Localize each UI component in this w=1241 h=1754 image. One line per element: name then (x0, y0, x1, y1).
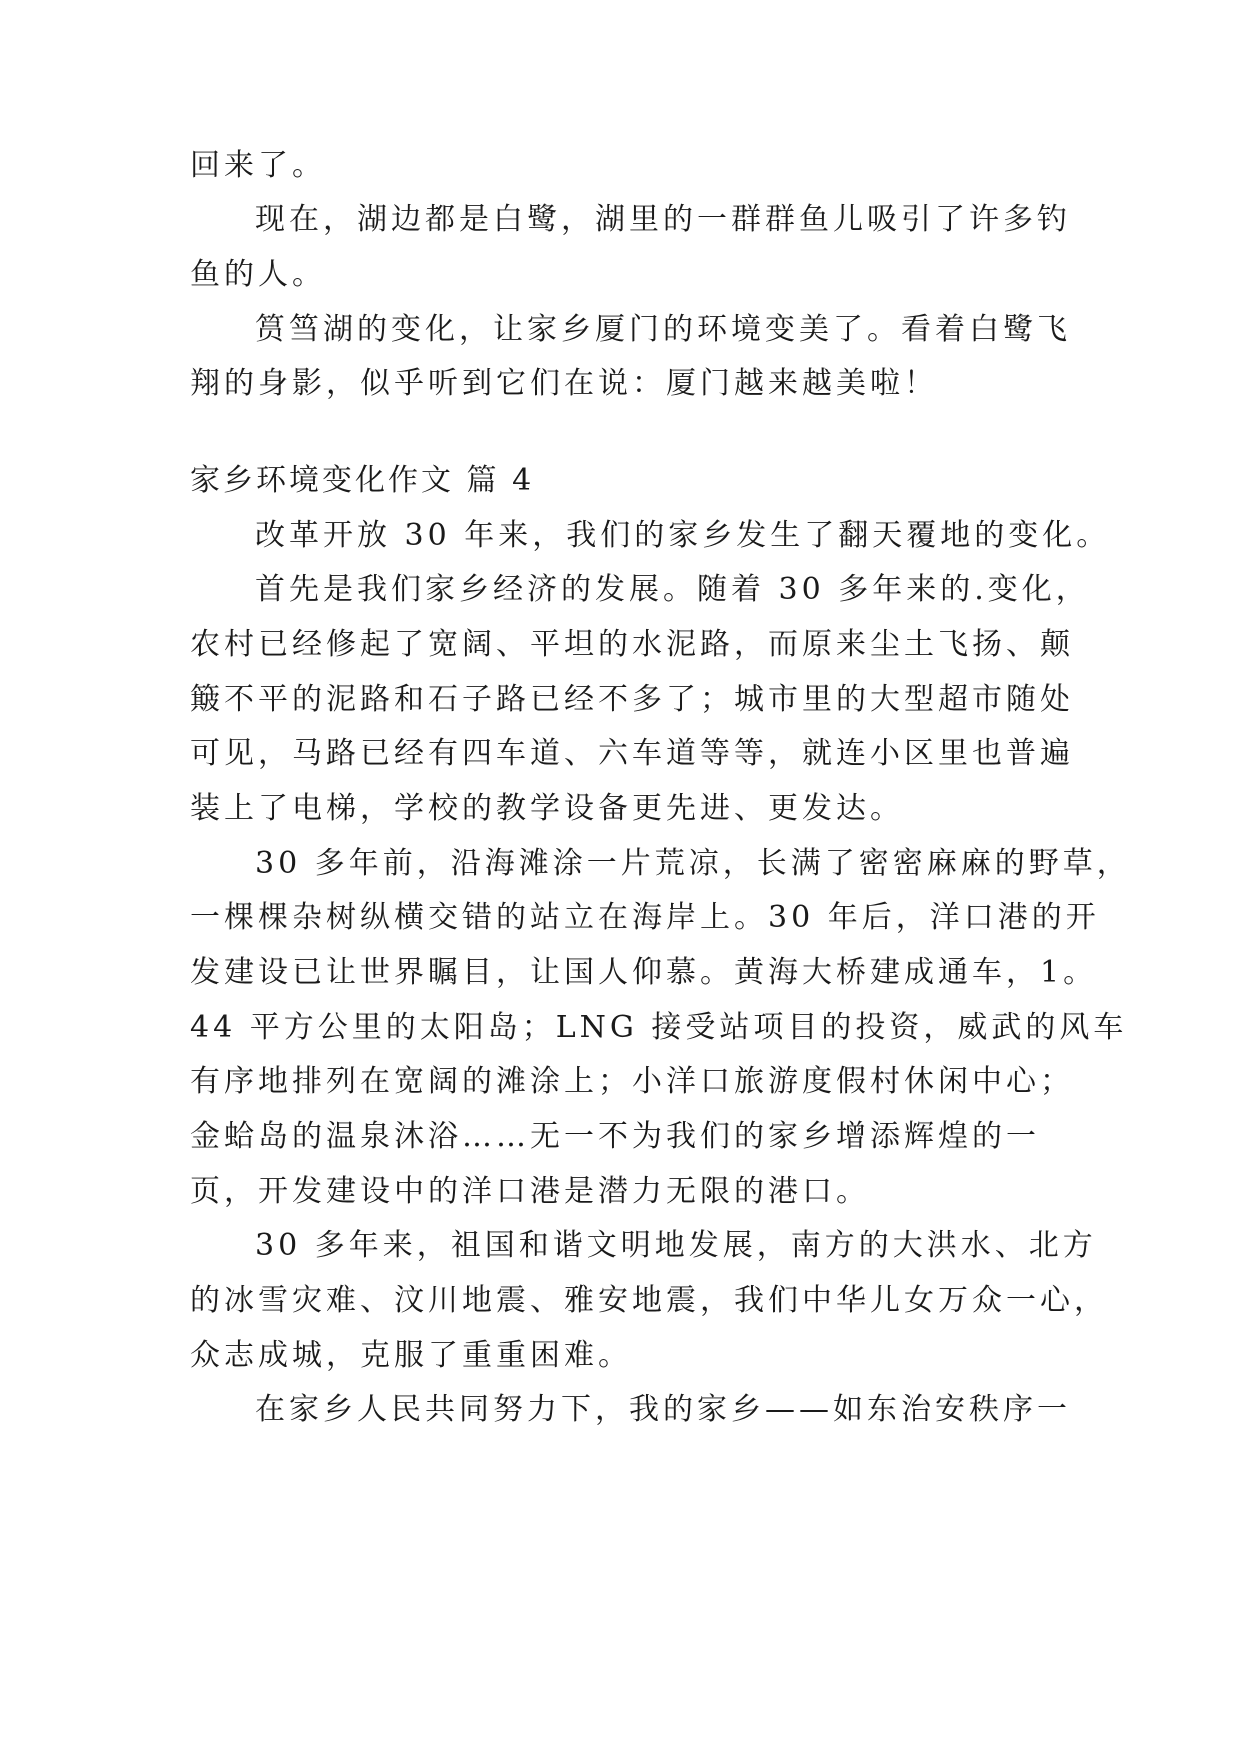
text-line: 众志成城，克服了重重困难。 (190, 1338, 632, 1373)
text-line: 30 多年前，沿海滩涂一片荒凉，长满了密密麻麻的野草， (255, 846, 1131, 881)
text-line: 改革开放 30 年来，我们的家乡发生了翻天覆地的变化。 (255, 518, 1111, 553)
text-line: 金蛤岛的温泉沐浴……无一不为我们的家乡增添辉煌的一 (190, 1119, 1040, 1154)
text-line: 簸不平的泥路和石子路已经不多了；城市里的大型超市随处 (190, 682, 1074, 717)
text-line: 可见，马路已经有四车道、六车道等等，就连小区里也普遍 (190, 736, 1074, 771)
text-line: 发建设已让世界瞩目，让国人仰慕。黄海大桥建成通车，1。 (190, 955, 1098, 990)
text-line: 翔的身影，似乎听到它们在说：厦门越来越美啦！ (190, 366, 938, 401)
text-line: 页，开发建设中的洋口港是潜力无限的港口。 (190, 1174, 870, 1209)
text-line: 有序地排列在宽阔的滩涂上；小洋口旅游度假村休闲中心； (190, 1064, 1074, 1099)
text-line: 现在，湖边都是白鹭，湖里的一群群鱼儿吸引了许多钓 (255, 202, 1071, 237)
text-line: 筼筜湖的变化，让家乡厦门的环境变美了。看着白鹭飞 (255, 312, 1071, 347)
text-line: 的冰雪灾难、汶川地震、雅安地震，我们中华儿女万众一心， (190, 1283, 1108, 1318)
text-line: 农村已经修起了宽阔、平坦的水泥路，而原来尘土飞扬、颠 (190, 627, 1074, 662)
text-line: 在家乡人民共同努力下，我的家乡——如东治安秩序一 (255, 1392, 1071, 1427)
text-line: 鱼的人。 (190, 257, 326, 292)
text-line: 装上了电梯，学校的教学设备更先进、更发达。 (190, 791, 904, 826)
text-line: 一棵棵杂树纵横交错的站立在海岸上。30 年后，洋口港的开 (190, 900, 1100, 935)
section-heading: 家乡环境变化作文 篇 4 (190, 463, 535, 498)
text-line: 30 多年来，祖国和谐文明地发展，南方的大洪水、北方 (255, 1228, 1097, 1263)
text-line: 首先是我们家乡经济的发展。随着 30 多年来的.变化， (255, 572, 1090, 607)
text-line: 回来了。 (190, 148, 326, 183)
text-line: 44 平方公里的太阳岛；LNG 接受站项目的投资，威武的风车 (190, 1010, 1128, 1045)
